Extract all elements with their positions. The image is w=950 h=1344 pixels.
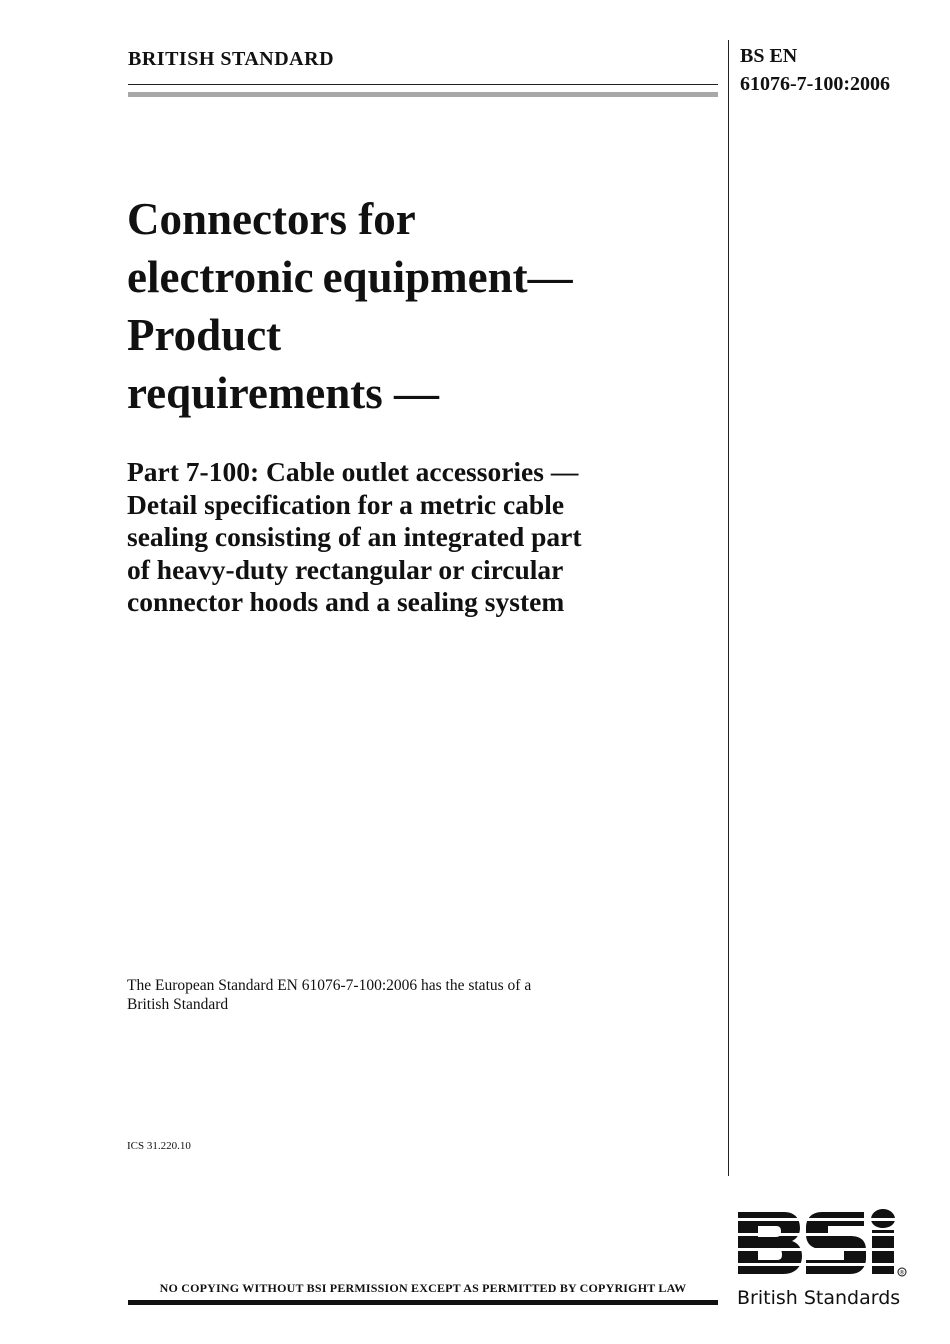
copyright-notice: NO COPYING WITHOUT BSI PERMISSION EXCEPT AS PERMITTED BY COPYRIGHT LAW	[159, 1281, 687, 1295]
status-line: The European Standard EN 61076-7-100:2006 has the status of a	[127, 977, 532, 994]
subtitle-line: of heavy-duty rectangular or circular	[127, 553, 564, 585]
footer-divider	[128, 1300, 718, 1305]
bsi-logo-icon	[736, 1208, 908, 1292]
title-line: Product	[127, 310, 282, 360]
status-line: British Standard	[127, 996, 229, 1013]
header-divider-thick	[128, 92, 718, 97]
standard-number	[740, 42, 890, 98]
subtitle-line: Detail specification for a metric cable	[127, 488, 565, 520]
bsi-tagline: British Standards	[737, 1287, 901, 1309]
document-subtitle	[127, 456, 727, 619]
document-title	[127, 190, 717, 422]
title-line: Connectors for	[127, 194, 416, 244]
header-divider-thin	[128, 84, 718, 85]
status-statement	[127, 976, 647, 1014]
title-line: requirements —	[127, 368, 440, 418]
standard-number-code: 61076-7-100:2006	[740, 73, 890, 95]
subtitle-line: connector hoods and a sealing system	[127, 586, 565, 617]
ics-code: ICS 31.220.10	[127, 1140, 191, 1152]
standard-number-prefix: BS EN	[740, 45, 798, 67]
title-line: electronic equipment—	[127, 252, 573, 302]
subtitle-line: sealing consisting of an integrated part	[127, 521, 582, 552]
vertical-divider	[728, 40, 729, 1176]
standard-type-label: BRITISH STANDARD	[128, 48, 335, 70]
registered-mark: ®	[899, 1269, 905, 1277]
subtitle-line: Part 7-100: Cable outlet accessories —	[127, 456, 579, 487]
